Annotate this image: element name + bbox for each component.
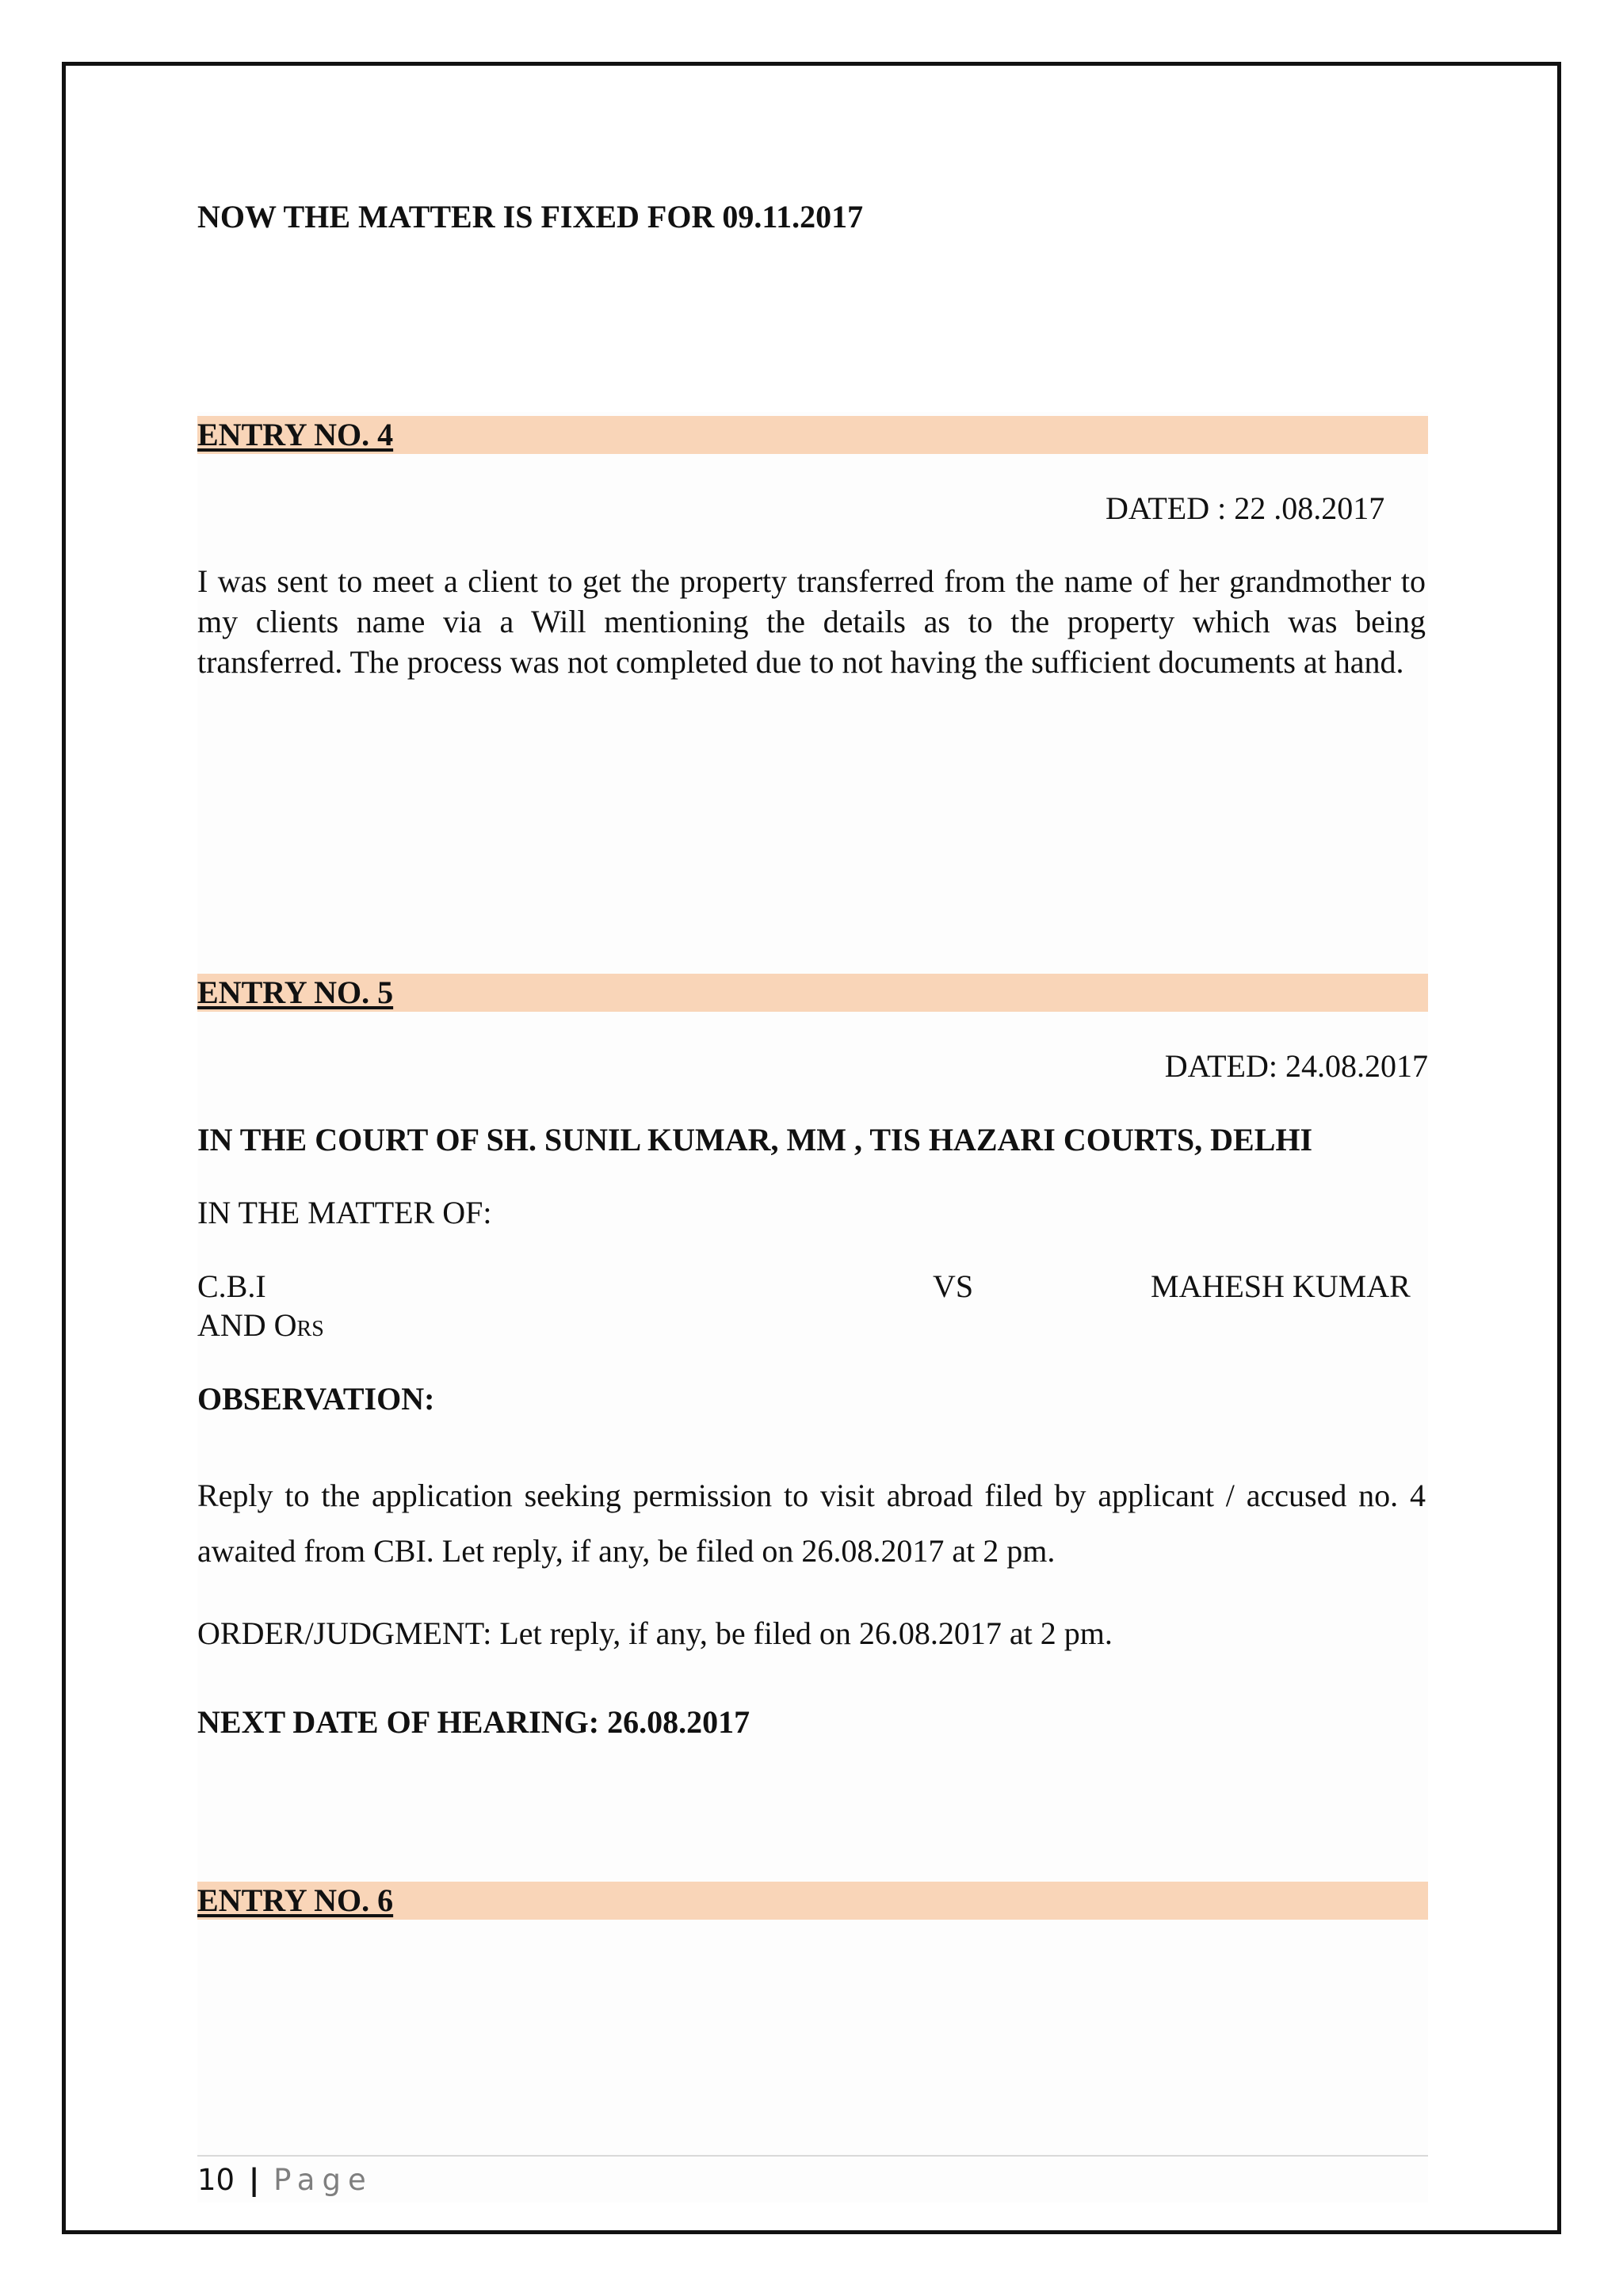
matter-of-label: IN THE MATTER OF: <box>197 1195 492 1230</box>
next-hearing-date: NEXT DATE OF HEARING: 26.08.2017 <box>197 1704 750 1740</box>
entry-6-label: ENTRY NO. 6 <box>197 1882 394 1918</box>
entry-4-date: DATED : 22 .08.2017 <box>1106 490 1385 526</box>
page-number: 10 <box>197 2163 235 2197</box>
entry-5-band <box>197 974 1428 1012</box>
party-b-continuation: AND Ors <box>197 1307 324 1343</box>
party-a: C.B.I <box>197 1268 266 1304</box>
entry-4-label: ENTRY NO. 4 <box>197 417 394 452</box>
entry-4-band <box>197 416 1428 454</box>
entry-6-band <box>197 1882 1428 1920</box>
page-footer <box>197 2161 373 2200</box>
versus-label: VS <box>933 1268 974 1304</box>
page-word: Page <box>273 2163 373 2197</box>
observation-text: Reply to the application seeking permission to visit abroad filed by applicant / accused no. 4 awaited from CBI. Let reply, if any, be filed on 26.08.2017 at 2 pm. <box>197 1478 1426 1569</box>
footer-rule <box>197 2155 1428 2157</box>
court-heading: IN THE COURT OF SH. SUNIL KUMAR, MM , TIS HAZARI COURTS, DELHI <box>197 1122 1313 1158</box>
entry-5-label: ENTRY NO. 5 <box>197 974 394 1010</box>
observation-heading: OBSERVATION: <box>197 1381 435 1417</box>
footer-separator: | <box>248 2163 260 2197</box>
order-judgment: ORDER/JUDGMENT: Let reply, if any, be filed on 26.08.2017 at 2 pm. <box>197 1615 1113 1651</box>
entry-5-date: DATED: 24.08.2017 <box>1164 1048 1428 1084</box>
party-b: MAHESH KUMAR <box>1151 1268 1411 1304</box>
fixed-date-heading: NOW THE MATTER IS FIXED FOR 09.11.2017 <box>197 199 864 235</box>
entry-4-paragraph: I was sent to meet a client to get the property transferred from the name of her grandmother to my clients name via a Will mentioning the details as to the property which was being transferred. The process was not completed due to not having the sufficient documents at hand. <box>197 563 1426 680</box>
